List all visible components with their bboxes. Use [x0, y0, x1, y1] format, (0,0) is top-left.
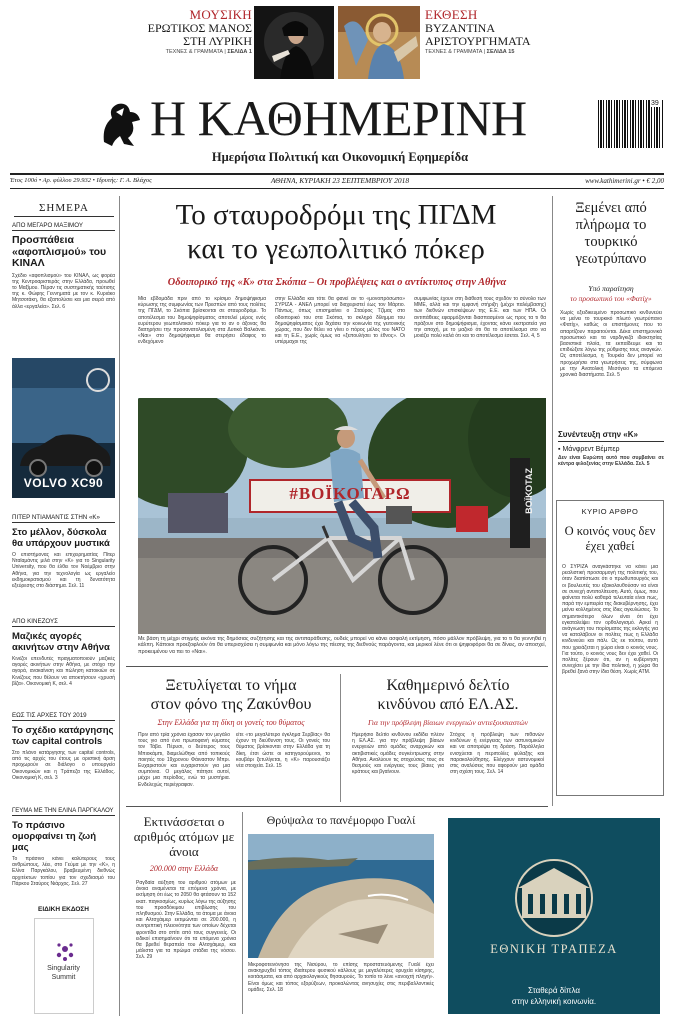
zakynthos-headline-line2: στον φόνο της Ζακύνθου — [150, 696, 312, 713]
sidebar-kicker: ΓΕΥΜΑ ΜΕ ΤΗΝ ΕΛΙΝΑ ΠΑΡΓΚΑΛΟΥ — [12, 808, 114, 814]
teaser-music-title: ΜΟΥΣΙΚΗ — [189, 7, 252, 22]
elas-headline-line1: Καθημερινό δελτίο — [386, 677, 510, 694]
sidebar-kicker: ΕΩΣ ΤΙΣ ΑΡΧΕΣ ΤΟΥ 2019 — [12, 712, 115, 721]
sidebar-text: Κινέζοι επενδυτές πραγματοποιούν μαζικές αγορές ακινήτων στην Αθήνα, με στόχο την αγορά, ανακαίνιση και πώληση κατοικιών σε Κινέζους που θέλουν να αποκτήσουν «χρυσή βίζα». Οικονομική Κ, σελ. 4 — [12, 656, 115, 687]
special-edition-kicker: ΕΙΔΙΚΗ ΕΚΔΟΣΗ — [38, 906, 89, 913]
sidebar-title: Προσπάθεια «αφοπλισμού» του ΚΙΝΑΛ — [12, 234, 107, 269]
bank-ad-slogan-2: στην ελληνική κοινωνία. — [511, 997, 597, 1006]
teaser-exhibition-section: ΤΕΧΝΕΣ & ΓΡΑΜΜΑΤΑ — [425, 49, 483, 55]
interview-name-text: Μάνφρεντ Βέμπερ — [562, 446, 620, 453]
zakynthos-subhead: Στην Ελλάδα για τη δίκη οι γονείς του θύματος — [157, 718, 305, 727]
sidebar-title: Το πράσινο ομορφαίνει τη ζωή μας — [12, 820, 96, 853]
elas-column-2: Στόχος η πρόβλεψη των πιθανών κινδύνων ή ενέργειας των αστυνομικών και να αποτρέψει τη δράση. Παράλληλα ενισχύεται η περιπολίες φύλαξης και παρακολούθησης. Ελέγχουν αστυνομικοί στις αναλύσεις που αφορούν μια ομάδα στη σχέση τους. Σελ. 14 — [450, 732, 544, 776]
teaser-music-photo[interactable] — [254, 6, 334, 79]
sidebar-kicker: ΑΠΟ ΜΕΓΑΡΟ ΜΑΞΙΜΟΥ — [12, 222, 115, 231]
lead-headline[interactable] — [126, 198, 546, 266]
teaser-music[interactable] — [118, 8, 252, 56]
zakynthos-headline[interactable] — [126, 676, 336, 714]
sidebar-text: Το πράσινο κάνει καλύτερους τους ανθρώπους, λέει, στο Γεύμα με την «Κ», η Ελίνα Παργκάλου, βραβευμένη διεθνώς αρχιτέκτων τοπίου για τον σχεδιασμό του Πάρκου Σταύρος Νιάρχος. Σελ. 27 — [12, 856, 115, 887]
elas-headline[interactable] — [346, 676, 550, 714]
sidebar-text: Ο επιστήμονας και επιχειρηματίας Πίτερ Νταϊαμάντις μιλά στην «Κ» για το Singularity University, που θα έλθει τον Νοέμβριο στην Αθήνα, για την τεχνολογία ως εργαλείο εκδημοκρατισμού και τη δυνατότητα εξεύρεσης στο διάστημα. Σελ. 11 — [12, 552, 115, 590]
sidebar-story-green[interactable] — [12, 808, 115, 906]
griffin-emblem — [98, 98, 144, 148]
teaser-exhibition[interactable] — [425, 8, 565, 56]
teaser-exhibition-page: ΣΕΛΙΔΑ 15 — [486, 49, 515, 55]
special-edition-cover — [34, 918, 94, 1014]
sidebar-story-kinal[interactable] — [12, 222, 115, 329]
zakynthos-column-2: είτε «το μεγαλύτερο έγκλημα Σερβίας» θα έχουν τη διεύθυνση τους. Οι γονείς του θύματος βρίσκονται στην Ελλάδα για τη δίκη, έτσι ώστε οι κατηγορούμενοι, το κουβάρι ξετυλίγεται, η «Κ» παρουσιάζει νέα στοιχεία. Σελ. 15 — [236, 732, 330, 770]
gyali-photo[interactable] — [248, 834, 434, 958]
masthead-tagline: Ημερήσια Πολιτική και Οικονομική Εφημερίδα — [211, 150, 469, 164]
sidebar-story-diamandis[interactable] — [12, 514, 115, 602]
island-aerial-photo — [248, 834, 434, 958]
teaser-music-sub2: ΣΤΗ ΛΥΡΙΚΗ — [183, 34, 252, 48]
special-edition[interactable] — [12, 906, 115, 1014]
lead-headline-line2: και το γεωπολιτικό πόκερ — [187, 233, 485, 265]
zakynthos-headline-line1: Ξετυλίγεται το νήμα — [165, 677, 297, 694]
elas-headline-line2: κινδύνου από ΕΛ.ΑΣ. — [377, 696, 519, 713]
sidebar-kicker: ΑΠΟ ΚΙΝΕΖΟΥΣ — [12, 618, 115, 627]
elas-column-1: Ημερήσιο δελτίο κινδύνου εκδίδει πλέον η ΕΛ.ΑΣ. για την πρόβλεψη βίαιων ενεργειών από ομάδες αναρχικών και ακτιβιστικές ομάδες συγκέντρωσης στην Αθήνα. Αναλύουν τις στοχεύσεις τους σε θεσμούς και ενέργειες τους βίαιες για κράτους και βγαίνουν. — [352, 732, 444, 776]
barcode-number: 39 — [651, 100, 659, 107]
sidebar-story-chinese[interactable] — [12, 618, 115, 700]
dementia-subhead: 200.000 στην Ελλάδα — [149, 864, 219, 873]
teaser-music-section: ΤΕΧΝΕΣ & ΓΡΑΜΜΑΤΑ — [165, 49, 223, 55]
bank-ad-name: ΕΘΝΙΚΗ ΤΡΑΠΕΖΑ — [490, 942, 618, 956]
lead-photo[interactable] — [138, 398, 546, 634]
editorial-title: Ο κοινός νους δεν έχει χαθεί — [564, 524, 656, 553]
interview-kicker: Συνέντευξη στην «Κ» — [558, 430, 664, 442]
editorial-label: ΚΥΡΙΟ ΑΡΘΡΟ — [581, 507, 639, 516]
mid-bottom-rule — [126, 806, 548, 807]
elas-subhead: Για την πρόβλεψη βίαιων ενεργειών αντιεξουσιαστών — [368, 718, 528, 727]
barcode — [598, 100, 664, 148]
lead-bottom-rule — [126, 666, 548, 667]
dementia-headline[interactable]: Εκτινάσσεται ο αριθμός ατόμων με άνοια — [133, 814, 235, 859]
interview-box[interactable] — [558, 430, 664, 475]
bank-ad[interactable] — [448, 818, 660, 1014]
singer-silhouette — [254, 6, 334, 79]
turkey-drill-kicker-text: το προσωπικό του «Φατίχ» — [570, 294, 652, 303]
sidebar-header: ΣΗΜΕΡΑ — [14, 200, 114, 217]
lead-subhead: Οδοιπορικό της «Κ» στα Σκόπια – Οι προβλέψεις και ο αντίκτυπος στην Αθήνα — [167, 277, 507, 288]
dementia-divider — [242, 812, 243, 1014]
teaser-exhibition-sub1: ΒΥΖΑΝΤΙΝΑ — [425, 21, 495, 35]
dateline-right[interactable]: www.kathimerini.gr • € 2,00 — [585, 177, 664, 185]
teaser-music-meta: ΤΕΧΝΕΣ & ΓΡΑΜΜΑΤΑ | ΣΕΛΙΔΑ 1 — [165, 49, 252, 55]
interview-name: ▪ Μάνφρεντ Βέμπερ — [558, 446, 620, 453]
turkey-drill-text: Χωρίς εξειδικευμένο προσωπικό κινδυνεύει να μείνει το τουρκικό πλωτό γεωτρύπανο «Φατίχ», καθώς οι επιστήμονες που το απαρτίζουν παραιτούνται. Δέκα επιστημονικά προσωπικό και τα ναρδιγκιζά ιδιοκτησίας βασιστικά πλοία, τα εκπαίδευμε και τα επιδιώξετε λόγω της ρύθμισης τους αναγκών. Ως αποτέλεσμα, η Τουρκία δεν μπορεί να προχωρήσει στα γεωτρήσεις της, σύμφωνα με την Ανατολική Μεσόγειο τα επόμενα χρονικά διαστήματα. Σελ. 5 — [560, 310, 662, 379]
special-edition-brand1: Singularity — [47, 965, 80, 972]
sidebar-title: Μαζικές αγορές ακινήτων στην Αθήνα — [12, 631, 110, 653]
lead-headline-line1: Το σταυροδρόμι της ΠΓΔΜ — [175, 199, 497, 231]
turkey-drill-kicker-label: Υπό παραίτηση — [588, 284, 634, 293]
masthead-logo-icon — [98, 98, 144, 148]
dateline-rule-bottom — [10, 188, 664, 189]
editorial-text: Ο ΣΥΡΙΖΑ αναγκάστηκε να κάνει μια ρεαλιστική προσαρμογή της πολιτικής του, όταν διαπίστωσε ότι ο πρωθυπουργός και οι βουλευτές του εξακολουθούσαν να είναι σε συνεχή αντιπολίτευση. Αυτό, όμως, που φαίνεται πολύ καθαρά τελευταία είναι πως, παρά την εμπειρία της διακυβέρνησης, έχει μείνει κολλημένος στις ίδιες αγκυλώσεις. Το σημαντικότερο όλων είναι ότι έχει εγκαταλείψει τον ορθολογισμό. Αρκεί η ανάγνωση του πορίσματος της εκλογής για να καταλάβουν οι πολίτες πως η Ελλάδα κινδυνεύει και πάλι. Ως εκ τούτου, αυτό που χρειάζεται η χώρα είναι ο κοινός νους. Για τούτο, ο κοινός νους δεν έχει χαθεί. Οι πολίτες ξέρουν ότι, αν η κυβέρνηση συνεχίσει με την ίδια πολιτική, η χώρα θα βρεθεί ξανά στην ίδια θέση. Χωρίς ΑΤΜ. — [562, 564, 658, 676]
teaser-exhibition-title: ΕΚΘΕΣΗ — [425, 7, 478, 22]
turkey-drill-headline[interactable]: Ξεμένει από πλήρωμα το τουρκικό γεωτρύπανο — [575, 200, 647, 267]
volvo-ad-label: VOLVO XC90 — [23, 476, 104, 490]
photo-banner-text: #ΒΟΪΚΟΤΑΡΩ — [289, 484, 411, 503]
right-column-divider — [552, 196, 553, 806]
photo-side-text: ΒΟΪΚΟΤΑΖ — [524, 468, 534, 514]
interview-text: Δεν είναι Ευρώπη αυτό που συμβαίνει σε κέντρα φιλοξενίας στην Ελλάδα. Σελ. 5 — [558, 455, 664, 468]
lead-column-2: στην Ελλάδα και τότε θα φανεί αν το «μονοπρόσωπο» ΣΥΡΙΖΑ - ΑΝΕΛ μπορεί να διαχειριστεί έως τον Μάρτιο. Πάντως, όπως επισημαίνει ο Σταύρος Τζίμας στο οδοιπορικό του στα Σκόπια, το σκληρό δίλημμα του δημοψηφίσματος έχει διχάσει την κοινωνία της γειτονικής χώρας, που δεν θέλει να γίνει ο πόρος μέλος του ΝΑΤΟ και τη Ε.Ε., χωρίς όμως να «ξεπουλήσει το έθνος». Οι υπέρμαχοι της — [275, 296, 405, 346]
sidebar-title: Το σχέδιο κατάργησης των capital controls — [12, 725, 114, 747]
teaser-exhibition-meta: ΤΕΧΝΕΣ & ΓΡΑΜΜΑΤΑ | ΣΕΛΙΔΑ 15 — [425, 49, 515, 55]
bank-ad-slogan-1: Σταθερά δίπλα — [528, 986, 580, 995]
dateline-rule-top — [10, 173, 664, 175]
zakynthos-column-1: Πριν από τρία χρόνια έχασαν τον μεγάλο τους γιο από ένα πρωτοφανή κύματος τον Τάβα. Πέρυσι, ο δεύτερος τους Μπιοκάμπι, διαμελώθηκε από τοπικούς ποιητές του 19χρονου Φάιναστον Μπρι. Ευχαριστούν και ευχαριστούν για μια συμπόνια. Ο μεγάλος πάτησε αυτοί, μέχρι μια περίοδος, ενώ τα μυστήρια. Ενδελεχώς περιέγραφαν. — [138, 732, 230, 788]
turkey-drill-kicker — [558, 284, 664, 304]
sidebar-title: Στο μέλλον, δύσκολα θα υπάρχουν μυστικά — [12, 527, 110, 549]
lead-column-1: Μία εβδομάδα πριν από το κρίσιμο δημοψήφισμα κύρωσης της συμφωνίας των Πρεσπών από τους πολίτες της ΠΓΔΜ, το Σκόπια βρίσκονται σε σταυροδρόμι. Το αποτέλεσμα του δημοψηφίσματος αποτελεί μέρος ενός ευρύτερου γεωπολιτικού πόκερ για το αν ο άξονας θα διατηρήσει την προσανατολισμένη στα Δυτικά Βαλκάνια. «Ναι» στο δημοψήφισμα θα στερήσει έδαφος το ενδεχόμενο — [138, 296, 266, 346]
sidebar-divider — [119, 196, 120, 1016]
zak-elas-divider — [340, 674, 341, 802]
teaser-music-page: ΣΕΛΙΔΑ 1 — [227, 49, 252, 55]
dementia-text: Ραγδαία αύξηση του αριθμού ατόμων με άνοια αναμένεται τα επόμενα χρόνια, με εκτίμηση ότι έως το 2050 θα φτάσουν τα 152 εκατ. παγκοσμίως, κυρίως λόγω της αύξησης του προσδόκιμου επιβίωσης του πληθυσμού. Στην Ελλάδα, τα άτομα με άνοια και Αλτσχάιμερ εκτιμώνται σε 200.000, η συντριπτική πλειονότητα των οποίων δέχεται φροντίδα στο σπίτι από τους συγγενείς. Οι ειδικοί επισημαίνουν ότι τα επόμενα χρόνια θα βρεθεί θεραπεία του Αλτσχάιμερ, και μάλιστα για τα πρώιμα στάδια της νόσου. Σελ. 29 — [136, 880, 236, 961]
special-edition-brand2: Summit — [51, 974, 76, 981]
masthead-title[interactable]: Η ΚΑΘΗΜΕΡΙΝΗ — [150, 90, 527, 146]
dateline-center: ΑΘΗΝΑ, ΚΥΡΙΑΚΗ 23 ΣΕΠΤΕΜΒΡΙΟΥ 2018 — [270, 176, 410, 185]
sidebar-kicker: ΠΙΤΕΡ ΝΤΙΑΜΑΝΤΙΣ ΣΤΗΝ «Κ» — [12, 514, 115, 523]
byzantine-angel-icon — [338, 6, 420, 79]
teaser-byzantine-photo[interactable] — [338, 6, 420, 79]
teaser-exhibition-sub2: ΑΡΙΣΤΟΥΡΓΗΜΑΤΑ — [425, 34, 531, 48]
gyali-headline[interactable]: Θρύψαλα το πανέμορφο Γυαλί — [266, 813, 416, 827]
sidebar-text: Σχέδιο «αφοπλισμού» του ΚΙΝΑΛ, ως φορέα της Κεντροαριστεράς στην Ελλάδα, προωθεί το Μαξίμου. Πέραν τις συστηματικής ταύτισης της κ. Φώφης Γεννηματά με τον κ. Κυριάκο Μητσοτάκη, θα εξαπολύσει και μια σειρά από άλλα «εργαλεία». Σελ. 6 — [12, 272, 115, 310]
lead-photo-caption: Με βάση τη μέχρι στιγμής εικόνα της δημόσιας συζήτησης και της αντιπαράθεσης, ουδείς μπορεί να κάνει ασφαλή εκτίμηση, πόσο μάλλον πρόβλεψη, για το τι θα γεννηθεί η κάλπη. Κάποιοι προεξοφλούν ότι θα υπερισχύσει η συμφωνία και μόνο λόγω της πίεσης της διεθνούς παράγοντα, και μερικοί λένε ότι οι ψηφοφόροι θα σε δίνεις, αν αποσχεί, προκειμένου να πει το «Ναι». — [138, 636, 546, 655]
volvo-ad[interactable] — [12, 358, 115, 498]
lead-column-3: συμφωνίας έχουν στη διάθεσή τους σχεδόν το σύνολο των ΜΜΕ, αλλά και την εμφανή στήριξη (μέχρι παλέμβασης) των διεθνών επισκέψεων της Ε.Ε. και των ΗΠΑ. Οι αντιπάθειες εφαρμόζονται διασπασμένοι ως προς τα τι θα πράξουν στο δημοψήφισμα, έχοντας κάνει εκστρατεία για την αποχή, με το μαζικό ότι θα το αποτέλεσμα στο να μοιάζει πολύ καλά ότι και το αποτέλεσμα έσεται. Σελ. 4, 5 — [414, 296, 546, 340]
editorial-box[interactable] — [556, 500, 664, 796]
gyali-text: Μικροφοτεινόνησο της Νισύρου, το επίσης προστατευόμενης Γυαλί έχει ανακηρυχθεί τόπος ιδιαίτερου φυσικού κάλλους με μεγαλύτερες ορυχεία κίσηρης, κοιτάσματα, και από αρχαιολογικούς θησαυρούς. Το τοπίο το λένε «ανοιχτή πληγή». Είναι όμως και τόπος εξορύξεων, προκαλώντας ανησυχίες στις περιβαλλοντικές ομάδες. Σελ. 18 — [248, 962, 434, 993]
teaser-music-sub1: ΕΡΩΤΙΚΟΣ ΜΑΝΟΣ — [147, 21, 252, 35]
sidebar-text: Στο πλάνο κατάργησης των capital controls, από τις αρχές του έτους με οριστική άρση προχωρούν σε διάλογο ο υπουργείο Οικονομικών και η Τράπεζα της Ελλάδος. Οικονομική Κ, σελ. 3 — [12, 750, 115, 781]
dateline-left: Έτος 100ό • Αρ. φύλλου 29.932 • Ιδρυτής: Γ. Α. Βλάχος — [10, 177, 152, 184]
sidebar-story-capital-controls[interactable] — [12, 712, 115, 788]
cyclist-street-photo — [138, 398, 546, 634]
